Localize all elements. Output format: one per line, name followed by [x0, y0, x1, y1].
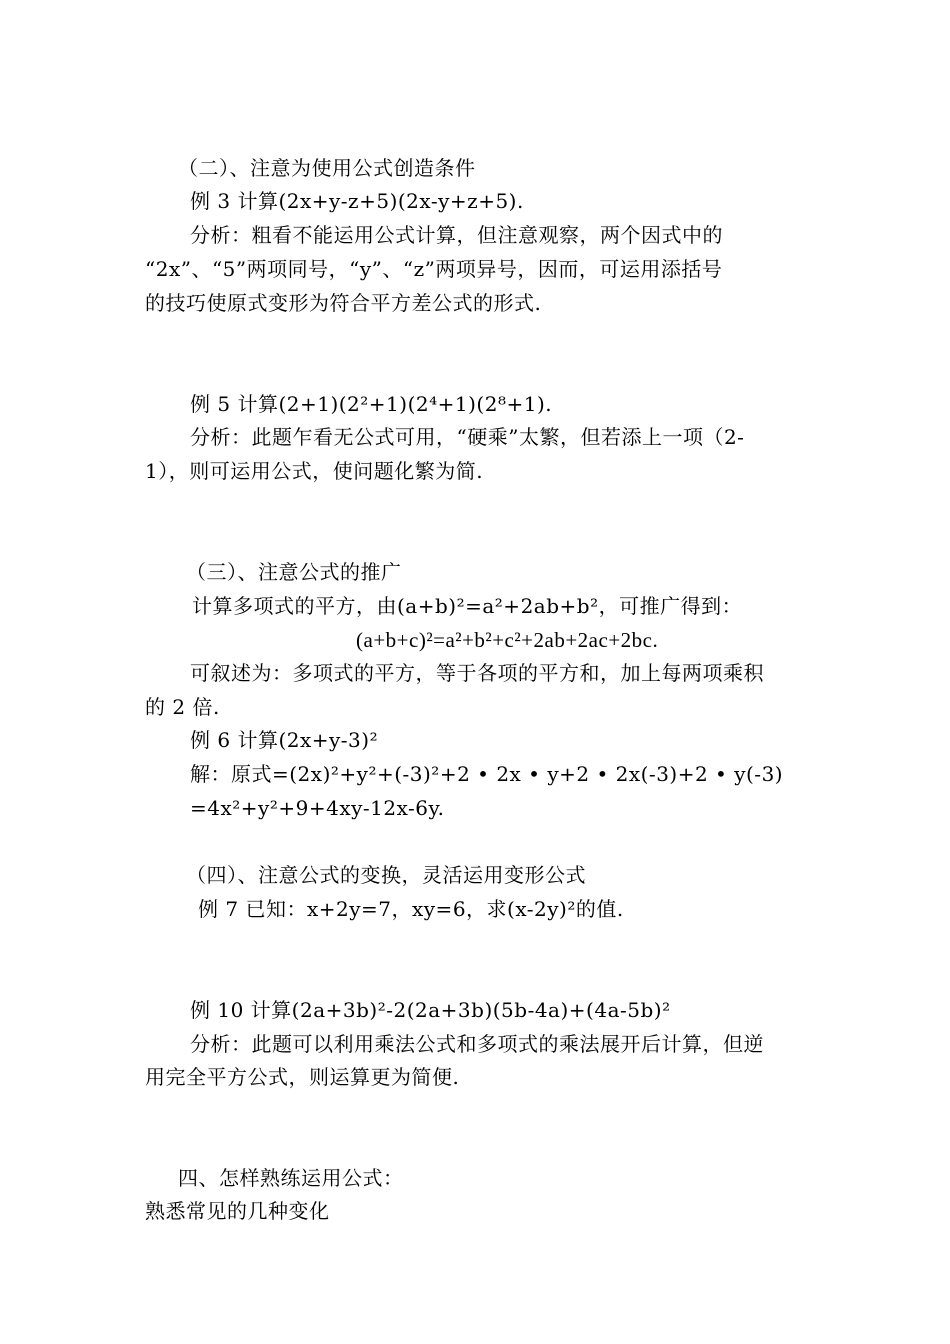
example-3-analysis-line-3: 的技巧使原式变形为符合平方差公式的形式. — [145, 291, 542, 315]
example-10-analysis-line-2: 用完全平方公式，则运算更为简便. — [145, 1065, 460, 1089]
example-7-title: 例 7 已知：x+2y=7，xy=6，求(x-2y)²的值. — [198, 897, 624, 921]
section-3-formula: (a+b+c)²=a²+b²+c²+2ab+2ac+2bc. — [356, 628, 659, 652]
section-3-line-3: 的 2 倍. — [145, 695, 220, 719]
section-heading-2: （二）、注意为使用公式创造条件 — [178, 156, 476, 180]
section-heading-4: （四）、注意公式的变换，灵活运用变形公式 — [186, 863, 586, 887]
section-3-line-2: 可叙述为：多项式的平方，等于各项的平方和，加上每两项乘积 — [190, 661, 764, 685]
example-10-title: 例 10 计算(2a+3b)²-2(2a+3b)(5b-4a)+(4a-5b)² — [190, 998, 671, 1022]
section-heading-3: （三）、注意公式的推广 — [186, 560, 402, 584]
part-4-line-1: 熟悉常见的几种变化 — [145, 1199, 330, 1223]
example-3-title: 例 3 计算(2x+y-z+5)(2x-y+z+5). — [190, 189, 524, 213]
example-10-analysis-line-1: 分析：此题可以利用乘法公式和多项式的乘法展开后计算，但逆 — [190, 1032, 764, 1056]
example-5-title: 例 5 计算(2+1)(2²+1)(2⁴+1)(2⁸+1). — [190, 392, 553, 416]
part-4-heading: 四、怎样熟练运用公式： — [178, 1166, 404, 1190]
example-5-analysis-line-2: 1），则可运用公式，使问题化繁为简. — [145, 459, 484, 483]
example-6-title: 例 6 计算(2x+y-3)² — [190, 728, 379, 752]
example-6-solution-line-1: 解：原式=(2x)²+y²+(-3)²+2 • 2x • y+2 • 2x(-3)+2 • y(-3) — [190, 762, 784, 786]
example-3-analysis-line-2: “2x”、“5”两项同号，“y”、“z”两项异号，因而，可运用添括号 — [145, 257, 723, 281]
example-5-analysis-line-1: 分析：此题乍看无公式可用，“硬乘”太繁，但若添上一项（2- — [190, 425, 745, 449]
example-3-analysis-line-1: 分析：粗看不能运用公式计算，但注意观察，两个因式中的 — [190, 223, 723, 247]
section-3-line-1: 计算多项式的平方，由(a+b)²=a²+2ab+b²，可推广得到： — [192, 594, 743, 618]
example-6-solution-line-2: =4x²+y²+9+4xy-12x-6y. — [190, 796, 445, 820]
